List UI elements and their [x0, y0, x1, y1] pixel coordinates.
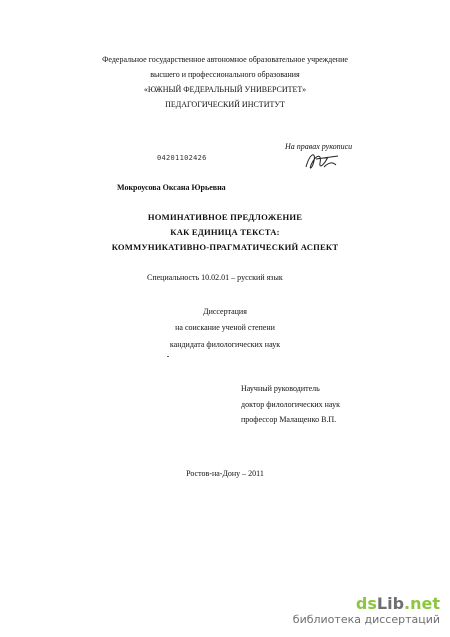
supervisor-degree: доктор филологических наук: [241, 400, 340, 409]
institution-line-2: высшего и профессионального образования: [150, 70, 300, 79]
scan-speck: [167, 356, 169, 357]
watermark-subtitle: библиотека диссертаций: [292, 613, 440, 626]
institute-name: ПЕДАГОГИЧЕСКИЙ ИНСТИТУТ: [165, 100, 285, 109]
logo-net: .net: [404, 594, 440, 613]
supervisor-label: Научный руководитель: [241, 384, 320, 393]
handwritten-signature: [302, 147, 342, 175]
degree-line: на соискание ученой степени: [175, 323, 275, 332]
author-name: Мокроусова Оксана Юрьевна: [117, 183, 226, 192]
document-number: 04201102426: [157, 154, 207, 162]
dslib-watermark: [293, 595, 440, 627]
thesis-title-line-3: КОММУНИКАТИВНО-ПРАГМАТИЧЕСКИЙ АСПЕКТ: [111, 242, 339, 252]
institution-line-1: Федеральное государственное автономное образовательное учреждение: [102, 55, 348, 64]
thesis-title-line-1: НОМИНАТИВНОЕ ПРЕДЛОЖЕНИЕ: [147, 212, 303, 222]
degree-field: кандидата филологических наук: [169, 340, 281, 349]
thesis-title-line-2: КАК ЕДИНИЦА ТЕКСТА:: [170, 227, 280, 237]
university-name: «ЮЖНЫЙ ФЕДЕРАЛЬНЫЙ УНИВЕРСИТЕТ»: [143, 85, 307, 94]
supervisor-name: профессор Малащенко В.П.: [241, 415, 337, 424]
logo-lib: Lib: [376, 594, 405, 613]
logo-ds: ds: [355, 594, 377, 613]
rights-note: На правах рукописи: [285, 142, 353, 151]
specialty: Специальность 10.02.01 – русский язык: [147, 273, 283, 282]
dslib-logo: [293, 595, 440, 613]
dissertation-label: Диссертация: [203, 307, 247, 316]
place-and-year: Ростов-на-Дону – 2011: [186, 469, 264, 478]
